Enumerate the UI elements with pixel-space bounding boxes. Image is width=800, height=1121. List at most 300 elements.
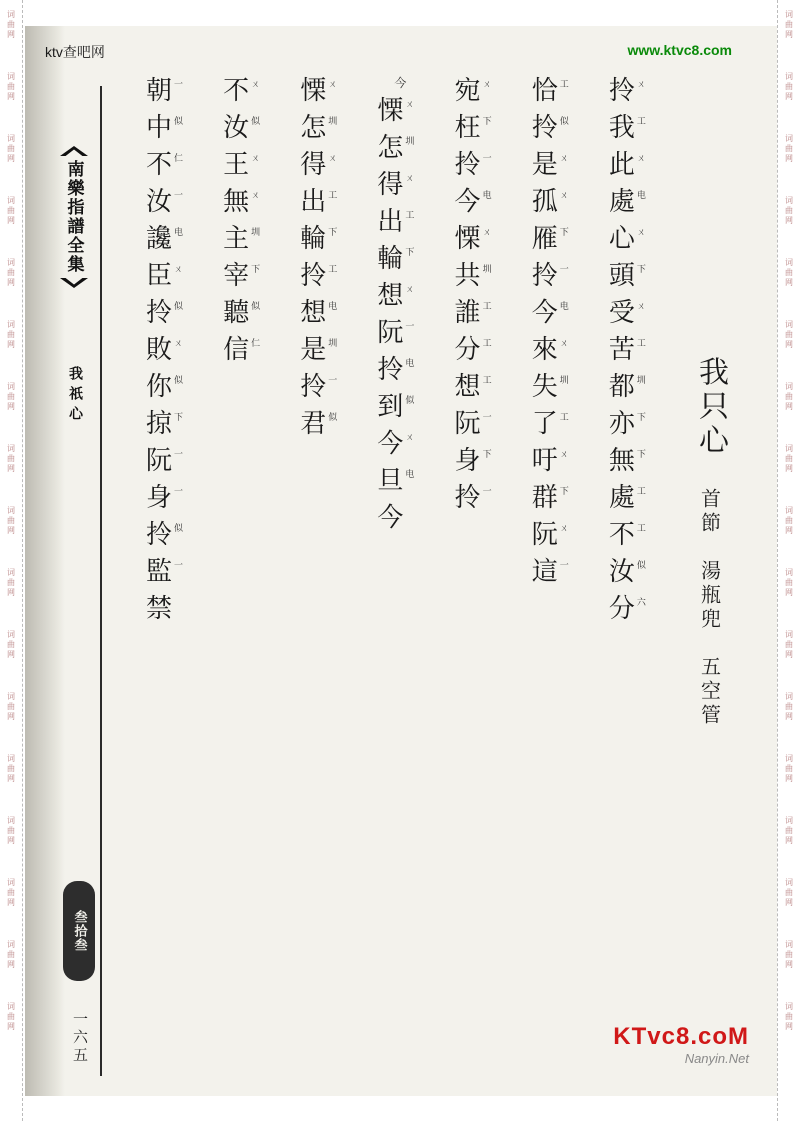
notation-mark: 工 [328,265,338,275]
lyric-char: 怎 [377,133,404,163]
notation-mark: 一 [174,450,184,460]
notation-mark: ㄨ [636,154,646,164]
notation-mark: 一 [559,561,569,571]
notation-mark: ㄨ [559,524,569,534]
score-column [289,76,359,1056]
lyric-char: 這 [531,557,558,587]
notation-mark: ㄨ [251,80,261,90]
notation-mark: ㄨ [405,174,415,184]
watermark-char: 词 [7,72,15,81]
watermark-block [7,134,15,164]
lyric-unit [453,298,505,332]
lyric-unit [298,76,350,110]
lyric-unit [221,113,273,147]
lyric-char: 處 [608,187,635,217]
watermark-char: 词 [785,1002,793,1011]
lyric-char: 拎 [454,150,481,180]
watermark-char: 网 [7,154,15,163]
notation-mark: 工 [328,191,338,201]
watermark-block [785,878,793,908]
lyric-char: 不 [223,76,250,106]
lyric-char: 雁 [531,224,558,254]
notation-mark: ㄨ [251,154,261,164]
lyric-unit [298,335,350,369]
lyric-unit [375,244,427,278]
lyric-unit [375,133,427,167]
watermark-block [7,878,15,908]
notation-mark: ㄨ [559,154,569,164]
watermark-char: 曲 [7,516,15,525]
song-section: 首節 [697,488,722,536]
notation-mark [174,594,196,598]
notation-mark: 圳 [405,137,415,147]
watermark-char: 词 [7,134,15,143]
notation-mark: 电 [405,470,415,480]
watermark-char: 曲 [7,764,15,773]
score-column [212,76,282,1056]
site-label-left[interactable]: ktv查吧网 [45,44,105,60]
lyric-char: 得 [377,170,404,200]
lyric-char: 中 [145,113,172,143]
lyric-char: 拎 [145,298,172,328]
lyric-char: 是 [300,335,327,365]
column-top-note: 今 [394,76,409,90]
lyric-char: 讒 [145,224,172,254]
lyric-char: 恰 [531,76,558,106]
notation-mark: 下 [482,117,492,127]
lyric-unit [298,298,350,332]
lyric-char: 想 [454,372,481,402]
lyric-unit [530,76,582,110]
watermark-char: 词 [7,940,15,949]
watermark-block [7,10,15,40]
watermark-block [785,692,793,722]
lyric-unit [453,372,505,406]
left-watermark-strip [0,0,23,1121]
lyric-char: 出 [377,207,404,237]
watermark-char: 词 [7,754,15,763]
notation-mark: 一 [174,80,184,90]
watermark-char: 词 [785,940,793,949]
watermark-char: 词 [7,196,15,205]
lyric-char: 阮 [454,409,481,439]
notation-mark: 工 [559,80,569,90]
notation-mark: 下 [636,450,646,460]
watermark-block [7,630,15,660]
watermark-block [785,382,793,412]
lyric-char: 了 [531,409,558,439]
lyric-unit [607,261,659,295]
watermark-char: 词 [785,506,793,515]
lyric-char: 汝 [145,187,172,217]
watermark-block [7,568,15,598]
lyric-char: 輪 [300,224,327,254]
lyric-unit [375,281,427,315]
watermark-char: 网 [785,588,793,597]
watermark-char: 网 [785,30,793,39]
watermark-char: 网 [7,92,15,101]
lyric-char: 今 [377,503,404,533]
notation-mark: 电 [328,302,338,312]
lyric-char: 你 [145,372,172,402]
notation-mark: ㄨ [328,154,338,164]
watermark-char: 曲 [785,764,793,773]
watermark-char: 曲 [785,888,793,897]
lyric-unit [144,150,196,184]
watermark-char: 网 [785,898,793,907]
watermark-char: 词 [7,692,15,701]
notation-mark: 下 [636,413,646,423]
watermark-char: 网 [785,650,793,659]
lyric-unit [144,520,196,554]
notation-mark: 电 [405,359,415,369]
watermark-char: 词 [785,258,793,267]
watermark-char: 网 [7,278,15,287]
watermark-char: 词 [7,10,15,19]
lyric-char: 今 [531,298,558,328]
logo-sub: Nanyin.Net [684,1051,749,1066]
lyric-char: 拎 [531,113,558,143]
watermark-char: 网 [7,960,15,969]
watermark-char: 词 [785,692,793,701]
lyric-unit [530,298,582,332]
watermark-char: 词 [785,568,793,577]
score-column [444,76,514,1056]
watermark-char: 曲 [785,82,793,91]
volume-badge [63,881,95,981]
watermark-char: 网 [7,650,15,659]
lyric-unit [607,446,659,480]
watermark-block [7,506,15,536]
lyric-unit [530,483,582,517]
lyric-char: 信 [223,335,250,365]
lyric-unit [530,446,582,480]
lyric-char: 拎 [608,76,635,106]
watermark-block [785,320,793,350]
watermark-block [785,754,793,784]
site-logo [613,1023,749,1066]
watermark-char: 词 [7,878,15,887]
watermark-block [7,754,15,784]
notation-mark: 下 [405,248,415,258]
notation-mark: 似 [636,561,646,571]
lyric-unit [298,113,350,147]
side-song-title: 我祇心 [67,366,83,426]
lyric-unit [607,76,659,110]
notation-mark: 圳 [482,265,492,275]
lyric-char: 拎 [145,520,172,550]
watermark-block [785,196,793,226]
watermark-char: 曲 [785,206,793,215]
lyric-unit [375,355,427,389]
watermark-char: 曲 [7,206,15,215]
lyric-unit [221,335,273,369]
watermark-char: 词 [7,258,15,267]
lyric-unit [530,187,582,221]
score-column [598,76,668,1056]
lyric-unit [221,224,273,258]
right-watermark-strip [777,0,800,1121]
watermark-char: 曲 [7,1012,15,1021]
lyric-unit [530,520,582,554]
notation-mark: 工 [636,339,646,349]
watermark-char: 网 [7,836,15,845]
lyric-unit [530,335,582,369]
watermark-char: 曲 [7,888,15,897]
notation-mark: ㄨ [636,228,646,238]
watermark-block [785,10,793,40]
notation-mark: 一 [174,487,184,497]
lyric-char: 旦 [377,466,404,496]
lyric-unit [298,224,350,258]
watermark-char: 曲 [785,330,793,339]
notation-mark: 似 [328,413,338,423]
lyric-char: 分 [454,335,481,365]
notation-mark: ㄨ [636,302,646,312]
header-column [675,76,745,1056]
notation-mark: 似 [251,117,261,127]
lyric-char: 頭 [608,261,635,291]
lyric-char: 不 [608,520,635,550]
notation-mark: 下 [251,265,261,275]
watermark-char: 网 [785,836,793,845]
watermark-char: 网 [7,588,15,597]
watermark-block [7,816,15,846]
notation-mark: 似 [174,376,184,386]
lyric-unit [221,187,273,221]
notation-mark: 工 [482,339,492,349]
lyric-char: 怎 [300,113,327,143]
lyric-char: 都 [608,372,635,402]
lyric-char: 無 [608,446,635,476]
lyric-unit [453,483,505,517]
watermark-char: 曲 [785,392,793,401]
lyric-char: 拎 [377,355,404,385]
lyric-unit [607,298,659,332]
notation-mark: ㄨ [405,433,415,443]
lyric-unit [375,392,427,426]
notation-mark: ㄨ [174,265,184,275]
notation-mark: 圳 [636,376,646,386]
score-column [366,76,436,1056]
lyric-unit [375,429,427,463]
notation-mark: ㄨ [559,339,569,349]
notation-mark: 六 [636,598,646,608]
binding-rule [100,86,102,1076]
lyric-unit [375,466,427,500]
notation-mark: 电 [174,228,184,238]
notation-mark: 电 [559,302,569,312]
lyric-char: 誰 [454,298,481,328]
lyric-unit [221,150,273,184]
watermark-char: 网 [7,712,15,721]
watermark-char: 网 [7,30,15,39]
lyric-char: 王 [223,150,250,180]
watermark-char: 网 [785,1022,793,1031]
notation-mark: 一 [482,413,492,423]
notation-mark: ㄨ [174,339,184,349]
scanned-page [25,26,777,1096]
lyric-char: 到 [377,392,404,422]
watermark-char: 词 [7,1002,15,1011]
watermark-char: 网 [7,464,15,473]
lyric-char: 拎 [300,372,327,402]
lyric-unit [530,150,582,184]
lyric-unit [298,372,350,406]
lyric-char: 分 [608,594,635,624]
notation-mark: 似 [174,524,184,534]
notation-mark: 一 [174,561,184,571]
lyric-unit [144,557,196,591]
watermark-char: 网 [785,464,793,473]
watermark-char: 网 [7,216,15,225]
watermark-block [785,506,793,536]
watermark-char: 词 [7,444,15,453]
lyric-unit [607,150,659,184]
lyric-unit [375,503,427,537]
song-title: 我只心 [692,356,728,458]
song-tune: 湯瓶兜 [697,560,722,632]
watermark-char: 词 [785,10,793,19]
notation-mark: 工 [636,487,646,497]
lyric-unit [453,335,505,369]
lyric-unit [607,594,659,628]
lyric-char: 失 [531,372,558,402]
notation-mark: 圳 [559,376,569,386]
watermark-char: 曲 [785,950,793,959]
watermark-block [7,72,15,102]
watermark-char: 网 [7,526,15,535]
lyric-char: 慄 [300,76,327,106]
lyric-unit [298,150,350,184]
watermark-char: 词 [785,72,793,81]
watermark-char: 网 [7,340,15,349]
watermark-char: 曲 [7,826,15,835]
lyric-char: 拎 [300,261,327,291]
score-column [521,76,591,1056]
lyric-unit [530,261,582,295]
watermark-char: 词 [7,568,15,577]
notation-mark: 工 [482,376,492,386]
watermark-char: 词 [7,630,15,639]
watermark-char: 网 [785,216,793,225]
lyric-char: 汝 [223,113,250,143]
lyric-unit [530,372,582,406]
lyric-char: 拎 [531,261,558,291]
watermark-char: 曲 [785,640,793,649]
lyric-char: 慄 [377,96,404,126]
watermark-char: 曲 [7,392,15,401]
lyric-char: 身 [454,446,481,476]
notation-mark: 工 [405,211,415,221]
lyric-unit [144,261,196,295]
lyric-unit [607,483,659,517]
notation-mark: 一 [328,376,338,386]
lyric-unit [144,187,196,221]
lyric-char: 宛 [454,76,481,106]
watermark-char: 曲 [7,268,15,277]
lyric-unit [453,187,505,221]
score-columns [135,76,745,1056]
watermark-char: 曲 [785,144,793,153]
lyric-char: 臣 [145,261,172,291]
watermark-char: 词 [785,382,793,391]
lyric-char: 聽 [223,298,250,328]
lyric-char: 監 [145,557,172,587]
watermark-char: 网 [785,402,793,411]
watermark-char: 曲 [7,20,15,29]
lyric-char: 敗 [145,335,172,365]
notation-mark: 下 [174,413,184,423]
watermark-char: 词 [785,196,793,205]
watermark-block [7,940,15,970]
lyric-unit [221,76,273,110]
watermark-char: 词 [785,320,793,329]
lyric-unit [298,409,350,443]
lyric-char: 是 [531,150,558,180]
watermark-char: 网 [785,712,793,721]
watermark-char: 词 [785,754,793,763]
lyric-char: 得 [300,150,327,180]
watermark-char: 曲 [7,640,15,649]
watermark-block [7,692,15,722]
lyric-unit [144,335,196,369]
notation-mark: ㄨ [405,100,415,110]
notation-mark: 仁 [174,154,184,164]
watermark-char: 网 [7,402,15,411]
lyric-unit [298,261,350,295]
notation-mark: ㄨ [559,450,569,460]
lyric-unit [607,187,659,221]
lyric-unit [453,224,505,258]
watermark-char: 曲 [785,702,793,711]
lyric-unit [453,261,505,295]
watermark-char: 网 [785,154,793,163]
notation-mark: ㄨ [328,80,338,90]
notation-mark: 工 [559,413,569,423]
notation-mark: 圳 [328,117,338,127]
notation-mark: 一 [482,154,492,164]
notation-mark: ㄨ [251,191,261,201]
logo-main: KTvc8.coM [613,1023,749,1050]
site-label-right[interactable]: www.ktvc8.com [627,42,732,58]
lyric-unit [530,224,582,258]
watermark-char: 曲 [785,516,793,525]
lyric-char: 今 [377,429,404,459]
lyric-unit [607,335,659,369]
lyric-char: 受 [608,298,635,328]
watermark-char: 词 [785,816,793,825]
notation-mark: ㄨ [482,228,492,238]
watermark-block [7,1002,15,1032]
lyric-char: 想 [377,281,404,311]
notation-mark: 一 [482,487,492,497]
lyric-unit [607,372,659,406]
watermark-char: 曲 [7,454,15,463]
lyric-unit [144,409,196,443]
lyric-char: 處 [608,483,635,513]
lyric-unit [144,76,196,110]
lyric-unit [221,261,273,295]
lyric-unit [530,409,582,443]
watermark-char: 曲 [785,1012,793,1021]
watermark-char: 网 [785,526,793,535]
notation-mark [405,503,427,507]
notation-mark: ㄨ [559,191,569,201]
lyric-unit [453,113,505,147]
lyric-char: 此 [608,150,635,180]
page-number: 一六五 [71,1011,89,1065]
